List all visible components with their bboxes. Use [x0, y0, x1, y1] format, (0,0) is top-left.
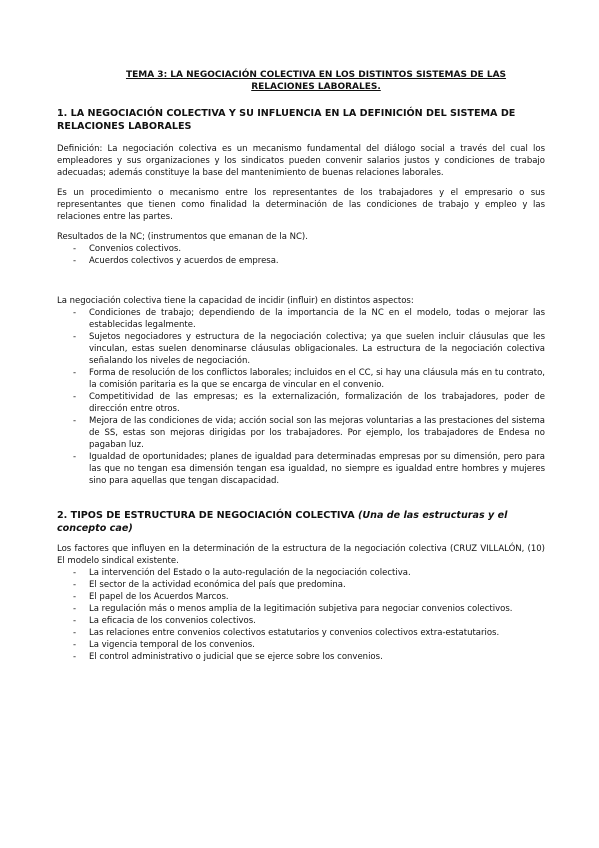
- list-item: - El control administrativo o judicial que se ejerce sobre los convenios.: [57, 651, 545, 663]
- list-item: - La regulación más o menos amplia de la legitimación subjetiva para negociar convenios colectivos.: [57, 603, 545, 615]
- list-item: - Competitividad de las empresas; es la externalización, formalización de los trabajadores, poder de dirección entre otros.: [57, 391, 545, 415]
- title-line-2: RELACIONES LABORALES.: [251, 82, 381, 92]
- list-item: - Mejora de las condiciones de vida; acción social son las mejoras voluntarias a las prestaciones del sistema de SS, estas son mejoras dirigidas por los trabajadores. Por ejemplo, los trabajadores de Endesa no pagaban luz.: [57, 415, 545, 451]
- influence-intro: La negociación colectiva tiene la capacidad de incidir (influir) en distintos aspectos:: [57, 296, 414, 306]
- influence-list: [57, 307, 545, 487]
- list-item: - Convenios colectivos.: [57, 243, 545, 255]
- list-item: - Igualdad de oportunidades; planes de igualdad para determinadas empresas por su dimensión, pero para las que no tengan esa dimensión tengan esa igualdad, no siempre es igualdad entre hombres y mujeres sino para aquellas que tengan discapacidad.: [57, 451, 545, 487]
- title-line-1: TEMA 3: LA NEGOCIACIÓN COLECTIVA EN LOS DISTINTOS SISTEMAS DE LAS: [125, 70, 507, 80]
- list-item: - La vigencia temporal de los convenios.: [57, 639, 545, 651]
- list-item: - Condiciones de trabajo; dependiendo de la importancia de la NC en el modelo, todas o mejorar las establecidas legalmente.: [57, 307, 545, 331]
- procedure-paragraph: Es un procedimiento o mecanismo entre los representantes de los trabajadores y el empresario o sus representantes que tienen como finalidad la determinación de las condiciones de trabajo y empleo y las relaciones entre las partes.: [57, 188, 545, 222]
- list-item: - Sujetos negociadores y estructura de la negociación colectiva; ya que suelen incluir cláusulas que les vinculan, estas suelen denominarse cláusulas obligacionales. La estructura de la negociación colectiva señalando los niveles de negociación.: [57, 331, 545, 367]
- results-list: [57, 243, 545, 267]
- list-item: - Acuerdos colectivos y acuerdos de empresa.: [57, 255, 545, 267]
- document-title: [57, 69, 545, 93]
- list-item: - Forma de resolución de los conflictos laborales; incluidos en el CC, si hay una cláusula más en tu contrato, la comisión paritaria es la que se encarga de vincular en el convenio.: [57, 367, 545, 391]
- list-item: - La intervención del Estado o la auto-regulación de la negociación colectiva.: [57, 567, 545, 579]
- definition-paragraph: Definición: La negociación colectiva es un mecanismo fundamental del diálogo social a través del cual los empleadores y sus organizaciones y los sindicatos pueden convenir salarios justos y condiciones de trabajo adecuadas; además constituye la base del mantenimiento de buenas relaciones laborales.: [57, 144, 545, 178]
- section-2-heading-note: (Una de las estructuras y el concepto cae): [57, 510, 508, 534]
- list-item: - La eficacia de los convenios colectivos.: [57, 615, 545, 627]
- factors-intro: Los factores que influyen en la determinación de la estructura de la negociación colectiva (CRUZ VILLALÓN, (10) El modelo sindical existente.: [57, 544, 545, 566]
- list-item: - El sector de la actividad económica del país que predomina.: [57, 579, 545, 591]
- list-item: - El papel de los Acuerdos Marcos.: [57, 591, 545, 603]
- factors-list: [57, 567, 545, 663]
- section-2-heading: [57, 509, 545, 535]
- document-body: [57, 69, 545, 663]
- section-2-heading-text: 2. TIPOS DE ESTRUCTURA DE NEGOCIACIÓN COLECTIVA: [57, 510, 355, 521]
- results-intro: Resultados de la NC; (instrumentos que emanan de la NC).: [57, 232, 308, 242]
- section-1-heading: 1. LA NEGOCIACIÓN COLECTIVA Y SU INFLUENCIA EN LA DEFINICIÓN DEL SISTEMA DE RELACIONES LABORALES: [57, 108, 516, 132]
- list-item: - Las relaciones entre convenios colectivos estatutarios y convenios colectivos extra-estatutarios.: [57, 627, 545, 639]
